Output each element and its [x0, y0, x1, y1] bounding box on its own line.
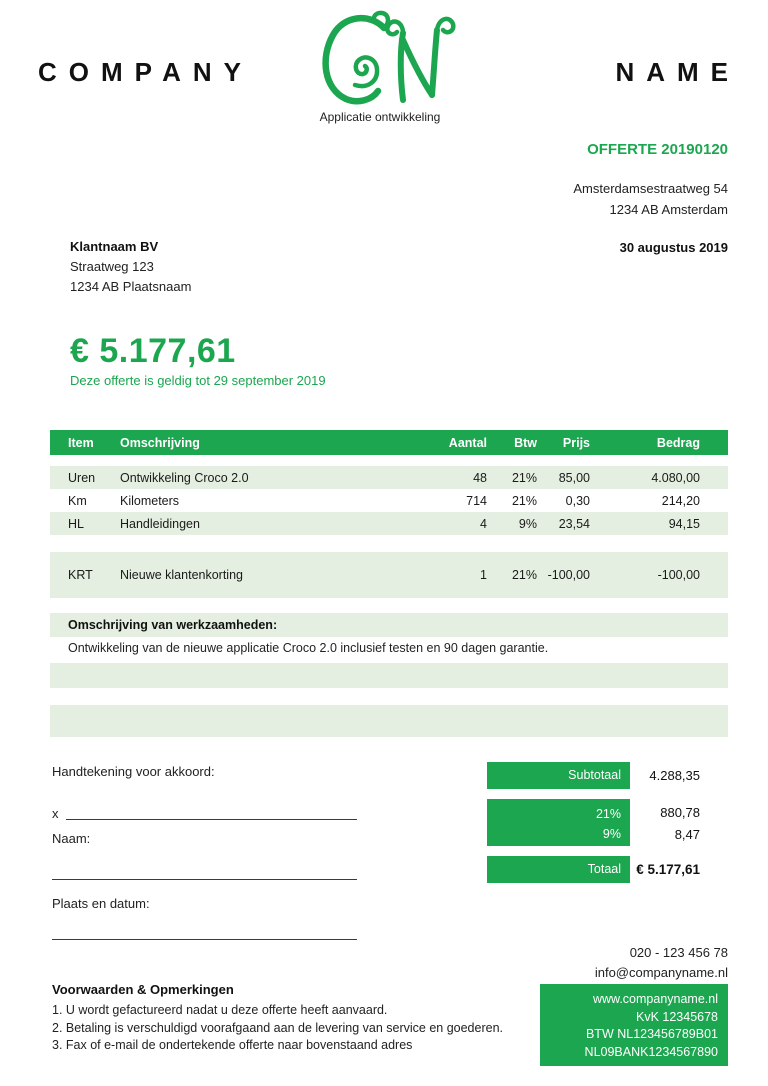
table-row-gap	[50, 535, 728, 552]
contact-email: info@companyname.nl	[594, 965, 728, 980]
contact-green-box	[540, 984, 728, 1066]
client-name: Klantnaam BV	[70, 239, 159, 254]
items-table-header	[50, 430, 728, 455]
total-value: € 5.177,61	[636, 862, 700, 877]
cell-omschrijving: Nieuwe klantenkorting	[120, 568, 243, 582]
logo-subtitle: Applicatie ontwikkeling	[319, 110, 441, 124]
cell-item: Km	[68, 493, 87, 508]
cell-btw: 21%	[511, 568, 537, 582]
client-city: 1234 AB Plaatsnaam	[70, 279, 192, 294]
contact-website: www.companyname.nl	[592, 992, 718, 1006]
cell-aantal: 4	[480, 516, 487, 531]
table-row	[50, 489, 728, 512]
col-aantal: Aantal	[448, 435, 487, 450]
empty-band-2	[50, 705, 728, 737]
offerte-date: 30 augustus 2019	[619, 240, 728, 255]
quote-validity: Deze offerte is geldig tot 29 september 2019	[70, 373, 326, 388]
signature-line	[66, 819, 357, 820]
cell-prijs: 23,54	[558, 516, 590, 531]
cell-item: Uren	[68, 470, 96, 485]
cell-prijs: 0,30	[565, 493, 590, 508]
col-bedrag: Bedrag	[656, 435, 700, 450]
terms-item: 3. Fax of e-mail de ondertekende offerte naar bovenstaand adres	[52, 1038, 413, 1052]
cell-bedrag: 94,15	[668, 516, 700, 531]
cell-aantal: 48	[473, 470, 487, 485]
cell-prijs: -100,00	[547, 568, 590, 582]
contact-btw: BTW NL123456789B01	[585, 1027, 718, 1041]
cell-omschrijving: Ontwikkeling Croco 2.0	[120, 470, 249, 485]
cell-item: KRT	[68, 568, 93, 582]
vat-low-value: 8,47	[674, 827, 700, 842]
cell-aantal: 714	[466, 493, 487, 508]
work-heading: Omschrijving van werkzaamheden:	[68, 618, 278, 632]
col-omschrijving: Omschrijving	[120, 435, 200, 450]
contact-kvk: KvK 12345678	[635, 1009, 718, 1024]
table-rows	[50, 466, 728, 598]
terms-item: 2. Betaling is verschuldigd voorafgaand aan de levering van service en goederen.	[52, 1020, 503, 1035]
contact-iban: NL09BANK1234567890	[584, 1044, 718, 1059]
signature-heading: Handtekening voor akkoord:	[52, 764, 215, 779]
cell-bedrag: 214,20	[661, 493, 700, 508]
company-logo	[300, 4, 460, 110]
subtotal-value: 4.288,35	[649, 768, 700, 783]
vat-high-value: 880,78	[660, 805, 700, 820]
sender-address	[573, 178, 728, 220]
cell-bedrag: -100,00	[657, 568, 700, 582]
items-table	[50, 430, 728, 598]
terms-heading: Voorwaarden & Opmerkingen	[52, 982, 234, 997]
empty-band-1	[50, 663, 728, 688]
cell-omschrijving: Kilometers	[120, 493, 180, 508]
col-prijs: Prijs	[562, 435, 590, 450]
name-word: NAME	[615, 57, 740, 87]
col-btw: Btw	[514, 435, 537, 450]
cell-btw: 9%	[518, 516, 537, 531]
logo-cn-monogram	[300, 4, 460, 110]
client-address	[70, 237, 191, 297]
table-header-gap	[50, 455, 728, 466]
total-label: Totaal	[587, 862, 621, 876]
cell-btw: 21%	[511, 493, 537, 508]
col-item: Item	[68, 435, 94, 450]
sender-address-line2: 1234 AB Amsterdam	[609, 202, 728, 217]
terms-list	[52, 1002, 522, 1055]
cell-prijs: 85,00	[558, 470, 590, 485]
cell-omschrijving: Handleidingen	[120, 516, 200, 531]
cell-btw: 21%	[511, 470, 537, 485]
terms-item: 1. U wordt gefactureerd nadat u deze offerte heeft aanvaard.	[52, 1003, 388, 1017]
cell-aantal: 1	[480, 568, 487, 582]
table-row	[50, 512, 728, 535]
signature-x-label: x	[52, 806, 59, 821]
place-date-line	[52, 939, 357, 940]
name-label: Naam:	[52, 831, 91, 846]
table-row	[50, 466, 728, 489]
sender-address-line1: Amsterdamsestraatweg 54	[573, 181, 728, 196]
table-row	[50, 552, 728, 598]
place-date-label: Plaats en datum:	[52, 896, 150, 911]
contact-phone: 020 - 123 456 78	[629, 945, 728, 960]
company-word: COMPANY	[38, 57, 253, 87]
cell-item: HL	[68, 516, 84, 531]
offerte-number: OFFERTE 20190120	[587, 141, 728, 158]
cell-bedrag: 4.080,00	[651, 470, 700, 485]
name-line	[52, 879, 357, 880]
work-heading-band	[50, 613, 728, 637]
vat-high-label: 21%	[595, 807, 621, 821]
client-street: Straatweg 123	[70, 259, 154, 274]
quote-total-amount: € 5.177,61	[70, 332, 236, 370]
vat-low-label: 9%	[602, 827, 621, 841]
subtotal-label: Subtotaal	[568, 768, 621, 782]
work-description: Ontwikkeling van de nieuwe applicatie Croco 2.0 inclusief testen en 90 dagen garantie.	[68, 641, 549, 655]
